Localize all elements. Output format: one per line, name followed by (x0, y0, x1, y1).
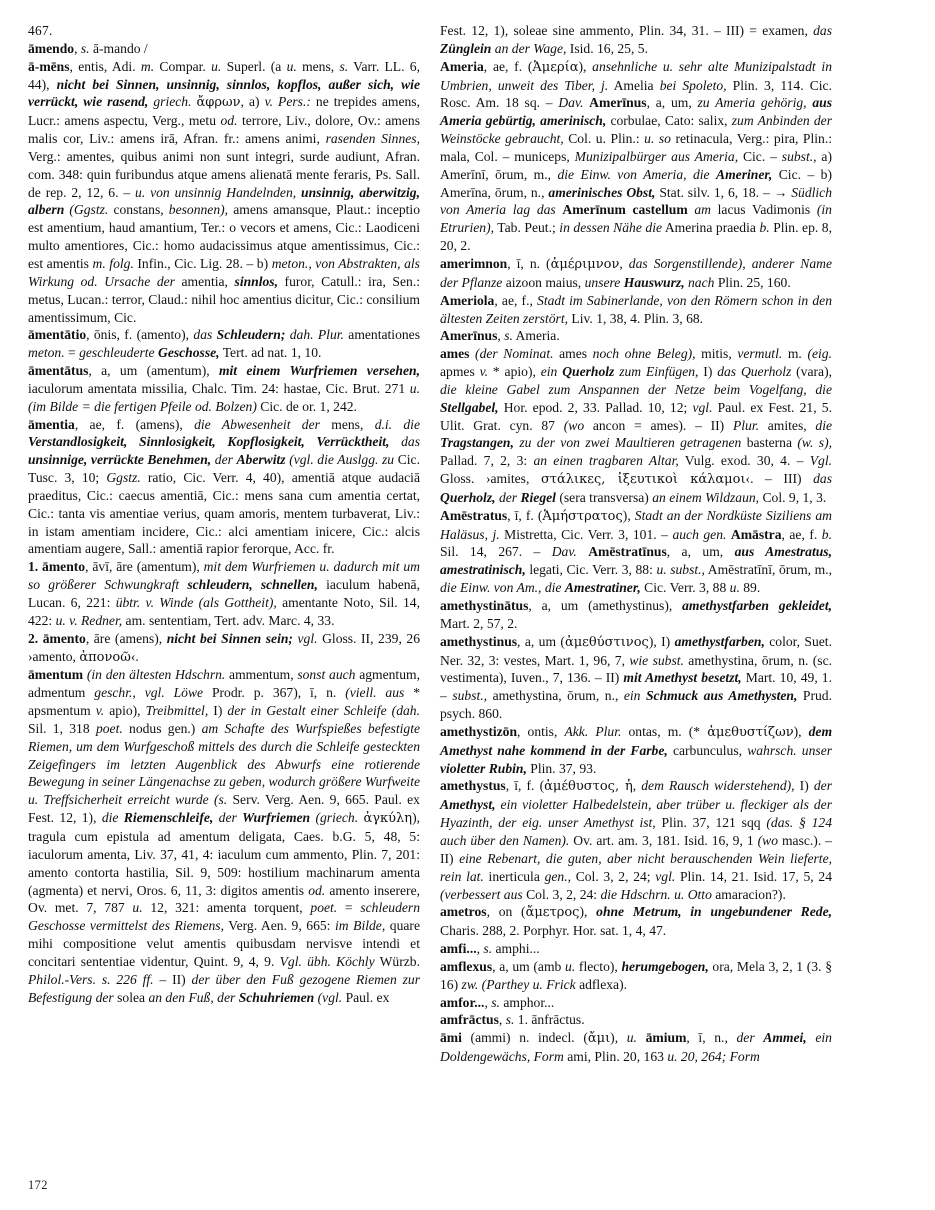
dictionary-entry: amerimnon, ī, n. (ἀμέριμνον, das Sorgenstillende), anderer Name der Pflanze aizoon maius, unsere Hauswurz, nach Plin. 25, 160. (440, 255, 832, 290)
dictionary-entry: Amēstratus, ī, f. (Ἀμήστρατος), Stadt an der Nordküste Siziliens am Haläsus, j. Mistretta, Cic. Verr. 3, 101. – auch gen. Amāstra, ae, f. b. Sil. 14, 267. – Dav. Amēstratīnus, a, um, aus Amestratus, amestratinisch, legati, Cic. Verr. 3, 88: u. subst., Amēstratīnī, ōrum, m., die Einw. von Am., die Amestratiner, Cic. Verr. 3, 88 u. 89. (440, 507, 833, 596)
dictionary-entry: amethystinātus, a, um (amethystinus), amethystfarben gekleidet, Mart. 2, 57, 2. (440, 598, 832, 631)
dictionary-entry: ametros, on (ἄμετρος), ohne Metrum, in ungebundener Rede, Charis. 288, 2. Porphyr. Hor. sat. 1, 4, 47. (440, 904, 833, 939)
dictionary-entry: Amerīnus, s. Ameria. (440, 328, 560, 344)
dictionary-entry: amethystinus, a, um (ἀμεθύστινος), I) amethystfarben, color, Suet. Ner. 32, 3: vestes, Mart. 1, 96, 7, wie subst. amethystina, ōrum, n. (sc. vestimenta), Iuven., 7, 136. – II) mit Amethyst besetzt, Mart. 10, 49, 1. – subst., amethystina, ōrum, n., ein Schmuck aus Amethysten, Prud. psych. 860. (440, 633, 832, 722)
dictionary-entry: amethystus, ī, f. (ἀμέθυστος, ἡ, dem Rausch widerstehend), I) der Amethyst, ein violetter Halbedelstein, aber trüber u. fleckiger als der Hyazinth, der eig. unser Amethyst ist, Plin. 37, 121 sqq (das. § 124 auch über den Namen). Ov. art. am. 3, 181. Isid. 16, 9, 1 (wo masc.). – II) eine Rebenart, die guten, aber nicht berauschenden Wein lieferte, rein lat. inerticula gen., Col. 3, 2, 24; vgl. Plin. 14, 21. Isid. 17, 5, 24 (verbessert aus Col. 3, 2, 24: die Hdschrn. u. Otto amaracion?). (440, 778, 833, 902)
dictionary-entry: amfrāctus, s. 1. ānfrāctus. (440, 1012, 585, 1028)
dictionary-entry: amfi..., s. amphi... (440, 941, 540, 957)
left-text-column (28, 22, 420, 1006)
folio-number: 467. (28, 23, 53, 38)
right-column-entries (440, 22, 832, 1066)
page-number: 172 (28, 1178, 48, 1192)
dictionary-entry: ames (der Nominat. ames noch ohne Beleg), mitis, vermutl. m. (eig. apmes v. * apio), ein Querholz zum Einfügen, I) das Querholz (vara), die kleine Gabel zum Anspannen der Netze beim Vogelfang, die Stellgabel, Hor. epod. 2, 33. Pallad. 10, 12; vgl. Paul. ex Fest. 21, 5. Ulit. Grat. cyn. 87 (wo ancon = ames). – II) Plur. amites, die Tragstangen, zu der von zwei Maultieren getragenen basterna (w. s), Pallad. 7, 2, 3: an einen tragbaren Altar, Vulg. exod. 30, 4. – Vgl. Gloss. ›amites, στάλικες, ἰξευτικοὶ κάλαμοι‹. – III) das Querholz, der Riegel (sera transversa) an einem Wildzaun, Col. 9, 1, 3. (440, 346, 833, 505)
dictionary-entry: Ameria, ae, f. (Ἀμερία), ansehnliche u. sehr alte Munizipalstadt in Umbrien, unweit des Tiber, j. Amelia bei Spoleto, Plin. 3, 114. Cic. Rosc. Am. 18 sq. – Dav. Amerīnus, a, um, zu Ameria gehörig, aus Ameria gebürtig, amerinisch, corbulae, Cato: salix, zum Anbinden der Weinstöcke gebraucht, Col. u. Plin.: u. so retinacula, Verg.: pira, Plin.: mala, Col. – municeps, Munizipalbürger aus Ameria, Cic. – subst., a) Amerīnī, ōrum, m., die Einw. von Ameria, die Ameriner, Cic. – b) Amerīna, ōrum, n., amerinisches Obst, Stat. silv. 1, 6, 18. – → Südlich von Ameria lag das Amerīnum castellum am lacus Vadimonis (in Etrurien), Tab. Peut.; in dessen Nähe die Amerina praedia b. Plin. ep. 8, 20, 2. (440, 58, 833, 254)
dictionary-entry: āmentia, ae, f. (amens), die Abwesenheit der mens, d.i. die Verstandlosigkeit, Sinnlosigkeit, Kopflosigkeit, Verrücktheit, das unsinnige, verrückte Benehmen, der Aberwitz (vgl. die Auslgg. zu Cic. Tusc. 3, 10; Ggstz. ratio, Cic. Verr. 4, 40), amentiā atque audaciā praeditus, Cic.: caecus amentiā, Cic.: mens sana cum amentia certat, Cic.: tanta vis amentiae verius, quam amoris, mentem turbaverat, Liv.: in istam amentiam incidere, Cic.: alci amentiam inicere, Cic.: alcis amentiam augere, Sall.: amentiā rapior ferorque, Acc. fr. (28, 416, 420, 557)
left-column-entries (28, 40, 420, 1007)
dictionary-entry: amflexus, a, um (amb u. flecto), herumgebogen, ora, Mela 3, 2, 1 (3. § 16) zw. (Parthey u. Frick adflexa). (440, 958, 832, 992)
dictionary-entry: amfor..., s. amphor... (440, 994, 555, 1010)
dictionary-entry: āmentātus, a, um (amentum), mit einem Wurfriemen versehen, iaculorum amentata missilia, Chalc. Tim. 24: hastae, Cic. Brut. 271 u. (im Bilde = die fertigen Pfeile od. Bolzen) Cic. de or. 1, 242. (28, 363, 420, 414)
dictionary-entry: 1. āmento, āvī, āre (amentum), mit dem Wurfriemen u. dadurch mit um so größerer Schwungkraft schleudern, schnellen, iaculum habenā, Lucan. 6, 221: übtr. v. Winde (als Gottheit), amentante Noto, Sil. 14, 422: u. v. Redner, am. sententiam, Tert. adv. Marc. 4, 33. (28, 559, 420, 628)
dictionary-entry: āmendo, s. ā-mando / (28, 40, 148, 56)
right-text-column (440, 22, 832, 1066)
dictionary-entry: Fest. 12, 1), soleae sine ammento, Plin. 34, 31. – III) = examen, das Zünglein an der Wage, Isid. 16, 25, 5. (440, 23, 832, 56)
dictionary-entry: 2. āmento, āre (amens), nicht bei Sinnen sein; vgl. Gloss. II, 239, 26 ›amento, ἀπονοῶ‹. (28, 630, 420, 665)
dictionary-entry: āmi (ammi) n. indecl. (ἄμι), u. āmium, ī, n., der Ammei, ein Doldengewächs, Form ami, Plin. 20, 163 u. 20, 264; Form (440, 1030, 832, 1065)
dictionary-entry: Ameriola, ae, f., Stadt im Sabinerlande, von den Römern schon in den ältesten Zeiten zerstört, Liv. 1, 38, 4. Plin. 3, 68. (440, 292, 832, 326)
dictionary-entry: amethystizōn, ontis, Akk. Plur. ontas, m. (* ἀμεθυστίζων), dem Amethyst nahe kommend in der Farbe, carbunculus, wahrsch. unser violetter Rubin, Plin. 37, 93. (440, 723, 833, 776)
dictionary-entry: ā-mēns, entis, Adi. m. Compar. u. Superl. (a u. mens, s. Varr. LL. 6, 44), nicht bei Sinnen, unsinnig, sinnlos, kopflos, außer sich, wie verrückt, wie rasend, griech. ἄφρων, a) v. Pers.: ne trepides amens, Lucr.: amens aspectu, Verg., metu od. terrore, Liv., dolore, Ov.: amens malis cor, Liv.: amens irā, Afran. fr.: amens animi, rasenden Sinnes, Verg.: amentes, quibus animi non sunt integri, surde audiunt, Afran. com. 348: quin furibundus atque amens alienatā mente feraris, Ps. Sall. de rep. 2, 12, 6. – u. von unsinnig Handelnden, unsinnig, aberwitzig, albern (Ggstz. constans, besonnen), amens amansque, Plaut.: inceptio est amentium, haud amantium, Ter.: o vecors et amens, Cic.: Laodiceni multo amentiores, Cic.: homo audacissimus atque amentissimus, Cic.: est amentis m. folg. Infin., Cic. Lig. 28. – b) meton., von Abstrakten, als Wirkung od. Ursache der amentia, sinnlos, furor, Catull.: ira, Sen.: metus, Lucan.: terror, Claud.: nihil hoc amentius dicitur, Cic.: consilium amentissimum, Cic. (28, 58, 421, 325)
dictionary-entry: āmentātio, ōnis, f. (amento), das Schleudern; dah. Plur. amentationes meton. = geschleuderte Geschosse, Tert. ad nat. 1, 10. (28, 327, 421, 361)
dictionary-entry: āmentum (in den ältesten Hdschrn. ammentum, sonst auch agmentum, admentum geschr., vgl. Löwe Prodr. p. 367), ī, n. (viell. aus * apsmentum v. apio), Treibmittel, I) der in Gestalt einer Schleife (dah. Sil. 1, 318 poet. nodus gen.) am Schafte des Wurfspießes befestigte Riemen, um dem Wurfgeschoß mittels des durch die Schleife gesteckten Zeigefingers im letzten Augenblick des Abwurfs eine rotierende Bewegung in seiner Längenachse zu geben, wodurch größere Wurfweite u. Treffsicherheit erreicht wurde (s. Serv. Verg. Aen. 9, 665. Paul. ex Fest. 12, 1), die Riemenschleife, der Wurfriemen (griech. ἀγκύλη), tragula cum epistula ad amentum deligata, Caes. b.G. 5, 48, 5: iaculorum amenta, Liv. 37, 41, 4: iaculum cum ammento, Plin. 7, 201: amento contorta hastilia, Sil. 9, 509: hostilium machinarum amenta (agmenta) et nervi, Oros. 6, 11, 3: digitos amentis od. amento inserere, Ov. met. 7, 787 u. 12, 321: amenta torquent, poet. = schleudern Geschosse vermittelst des Riemens, Verg. Aen. 9, 665: im Bilde, quare mihi compositione velut amentis quibusdam nervisve intendi et concitari sententiae videntur, Quint. 9, 4, 9. Vgl. übh. Köchly Würzb. Philol.-Vers. s. 226 ff. – II) der über den Fuß gezogene Riemen zur Befestigung der solea an den Fuß, der Schuhriemen (vgl. Paul. ex (28, 667, 421, 1005)
